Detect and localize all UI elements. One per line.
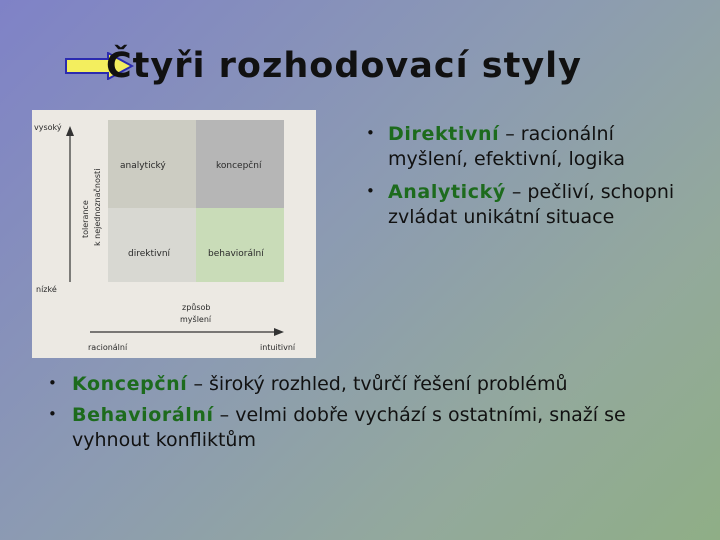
bullet-text: – racionální myšlení, efektivní, logika xyxy=(388,123,626,170)
bullet-icon: • xyxy=(366,124,375,142)
quadrant-behavioral xyxy=(196,208,284,282)
bullet-item-behavioral xyxy=(48,403,688,453)
y-axis-title-1: tolerance xyxy=(81,200,90,238)
y-axis-arrow-icon xyxy=(66,126,74,136)
bullet-term: Behaviorální xyxy=(72,404,214,426)
quadrant-label-directive: direktivní xyxy=(128,249,171,259)
y-axis-bottom-label: nízké xyxy=(36,285,57,294)
bullet-icon: • xyxy=(366,182,375,200)
bullet-icon: • xyxy=(48,374,57,392)
x-axis-title-1: způsob xyxy=(182,303,211,312)
bullet-item-directive xyxy=(366,122,696,172)
bullet-term: Koncepční xyxy=(72,373,188,395)
slide-title: Čtyři rozhodovací styly xyxy=(106,46,582,86)
x-axis-right-label: intuitivní xyxy=(260,343,296,352)
bottom-bullet-list xyxy=(48,372,688,459)
quadrant-label-conceptual: koncepční xyxy=(216,161,262,171)
quadrant-label-analytic: analytický xyxy=(120,161,166,171)
bullet-item-analytic xyxy=(366,180,696,230)
right-bullet-list xyxy=(366,122,696,238)
bullet-text: – pečliví, schopni zvládat unikátní situace xyxy=(388,181,675,228)
bullet-term: Direktivní xyxy=(388,123,500,145)
y-axis-top-label: vysoký xyxy=(34,123,62,132)
bullet-text: – široký rozhled, tvůrčí řešení problémů xyxy=(187,373,568,395)
decision-styles-figure xyxy=(32,110,316,358)
y-axis-title-2: k nejednoznačnosti xyxy=(93,168,102,246)
x-axis-title-2: myšlení xyxy=(180,315,212,324)
bullet-term: Analytický xyxy=(388,181,506,203)
bullet-item-conceptual xyxy=(48,372,688,397)
bullet-icon: • xyxy=(48,405,57,423)
x-axis-left-label: racionální xyxy=(88,343,128,352)
x-axis-arrow-icon xyxy=(274,328,284,336)
bullet-text: – velmi dobře vychází s ostatními, snaží se vyhnout konfliktům xyxy=(72,404,626,451)
quadrant-directive xyxy=(108,208,196,282)
quadrant-label-behavioral: behaviorální xyxy=(208,249,264,259)
